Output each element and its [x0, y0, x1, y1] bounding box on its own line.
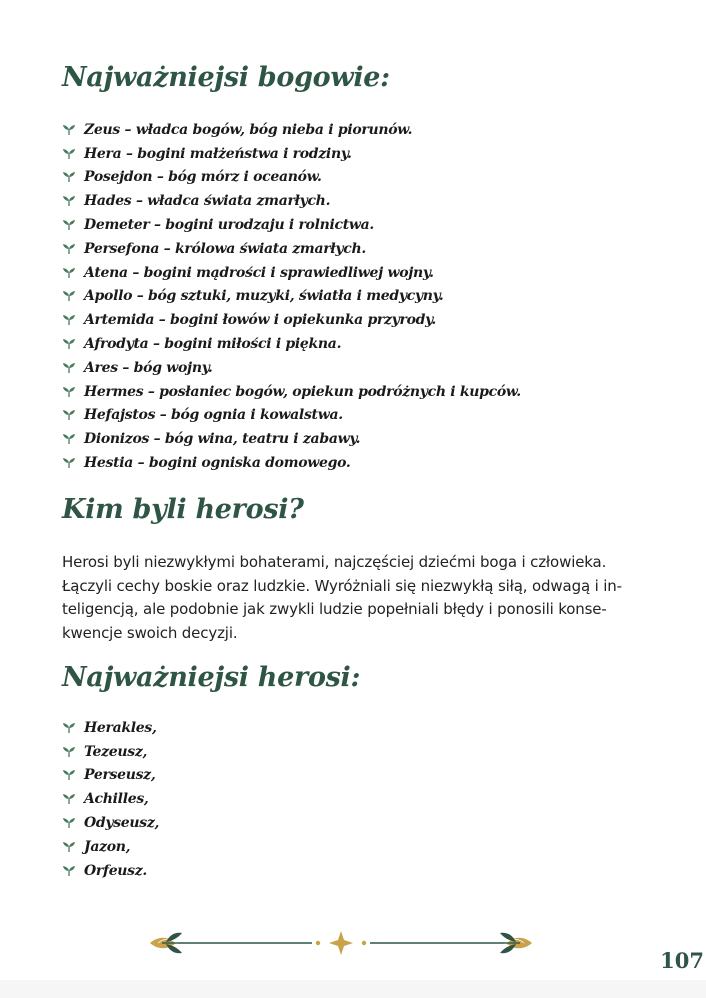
leaf-bullet-icon	[62, 290, 76, 302]
list-item: Zeus – władca bogów, bóg nieba i piorunów.	[62, 118, 521, 142]
leaf-bullet-icon	[62, 433, 76, 445]
list-item: Herakles,	[62, 716, 159, 740]
list-item: Atena – bogini mądrości i sprawiedliwej wojny.	[62, 261, 521, 285]
list-item: Apollo – bóg sztuki, muzyki, światła i medycyny.	[62, 285, 521, 309]
leaf-bullet-icon	[62, 722, 76, 734]
list-item: Ares – bóg wojny.	[62, 356, 521, 380]
paragraph-line: Herosi byli niezwykłymi bohaterami, najczęściej dziećmi boga i człowieka.	[62, 553, 607, 571]
who-were-heroes-heading: Kim byli herosi?	[62, 494, 304, 525]
list-item: Hermes – posłaniec bogów, opiekun podróżnych i kupców.	[62, 380, 521, 404]
list-item: Persefona – królowa świata zmarłych.	[62, 237, 521, 261]
leaf-bullet-icon	[62, 267, 76, 279]
list-item: Artemida – bogini łowów i opiekunka przyrody.	[62, 308, 521, 332]
leaf-bullet-icon	[62, 219, 76, 231]
leaf-bullet-icon	[62, 148, 76, 160]
list-item: Demeter – bogini urodzaju i rolnictwa.	[62, 213, 521, 237]
list-item: Hera – bogini małżeństwa i rodziny.	[62, 142, 521, 166]
leaf-bullet-icon	[62, 338, 76, 350]
list-item: Perseusz,	[62, 764, 159, 788]
leaf-bullet-icon	[62, 409, 76, 421]
leaf-bullet-icon	[62, 243, 76, 255]
page-bottom-band	[0, 980, 706, 998]
list-item: Hefajstos – bóg ognia i kowalstwa.	[62, 404, 521, 428]
leaf-bullet-icon	[62, 124, 76, 136]
leaf-bullet-icon	[62, 841, 76, 853]
leaf-bullet-icon	[62, 746, 76, 758]
heroes-list	[62, 716, 159, 883]
leaf-bullet-icon	[62, 865, 76, 877]
leaf-bullet-icon	[62, 171, 76, 183]
heroes-heading: Najważniejsi herosi:	[62, 662, 361, 693]
gods-list	[62, 118, 521, 475]
leaf-bullet-icon	[62, 769, 76, 781]
leaf-bullet-icon	[62, 362, 76, 374]
leaf-bullet-icon	[62, 793, 76, 805]
leaf-bullet-icon	[62, 457, 76, 469]
paragraph-line: kwencje swoich decyzji.	[62, 623, 238, 642]
paragraph-line: teligencją, ale podobnie jak zwykli ludzie popełniali błędy i ponosili konse-	[62, 600, 607, 618]
heroes-description	[62, 551, 642, 645]
leaf-bullet-icon	[62, 817, 76, 829]
laurel-divider-ornament-icon	[148, 928, 534, 958]
leaf-bullet-icon	[62, 195, 76, 207]
list-item: Hades – władca świata zmarłych.	[62, 189, 521, 213]
list-item: Orfeusz.	[62, 859, 159, 883]
list-item: Odyseusz,	[62, 811, 159, 835]
list-item: Tezeusz,	[62, 740, 159, 764]
leaf-bullet-icon	[62, 386, 76, 398]
list-item: Posejdon – bóg mórz i oceanów.	[62, 166, 521, 190]
list-item: Afrodyta – bogini miłości i piękna.	[62, 332, 521, 356]
list-item: Achilles,	[62, 787, 159, 811]
list-item: Hestia – bogini ogniska domowego.	[62, 451, 521, 475]
paragraph-line: Łączyli cechy boskie oraz ludzkie. Wyróżniali się niezwykłą siłą, odwagą i in-	[62, 576, 622, 595]
leaf-bullet-icon	[62, 314, 76, 326]
gods-heading: Najważniejsi bogowie:	[62, 62, 390, 93]
list-item: Jazon,	[62, 835, 159, 859]
list-item: Dionizos – bóg wina, teatru i zabawy.	[62, 427, 521, 451]
page-number: 107	[660, 948, 704, 973]
